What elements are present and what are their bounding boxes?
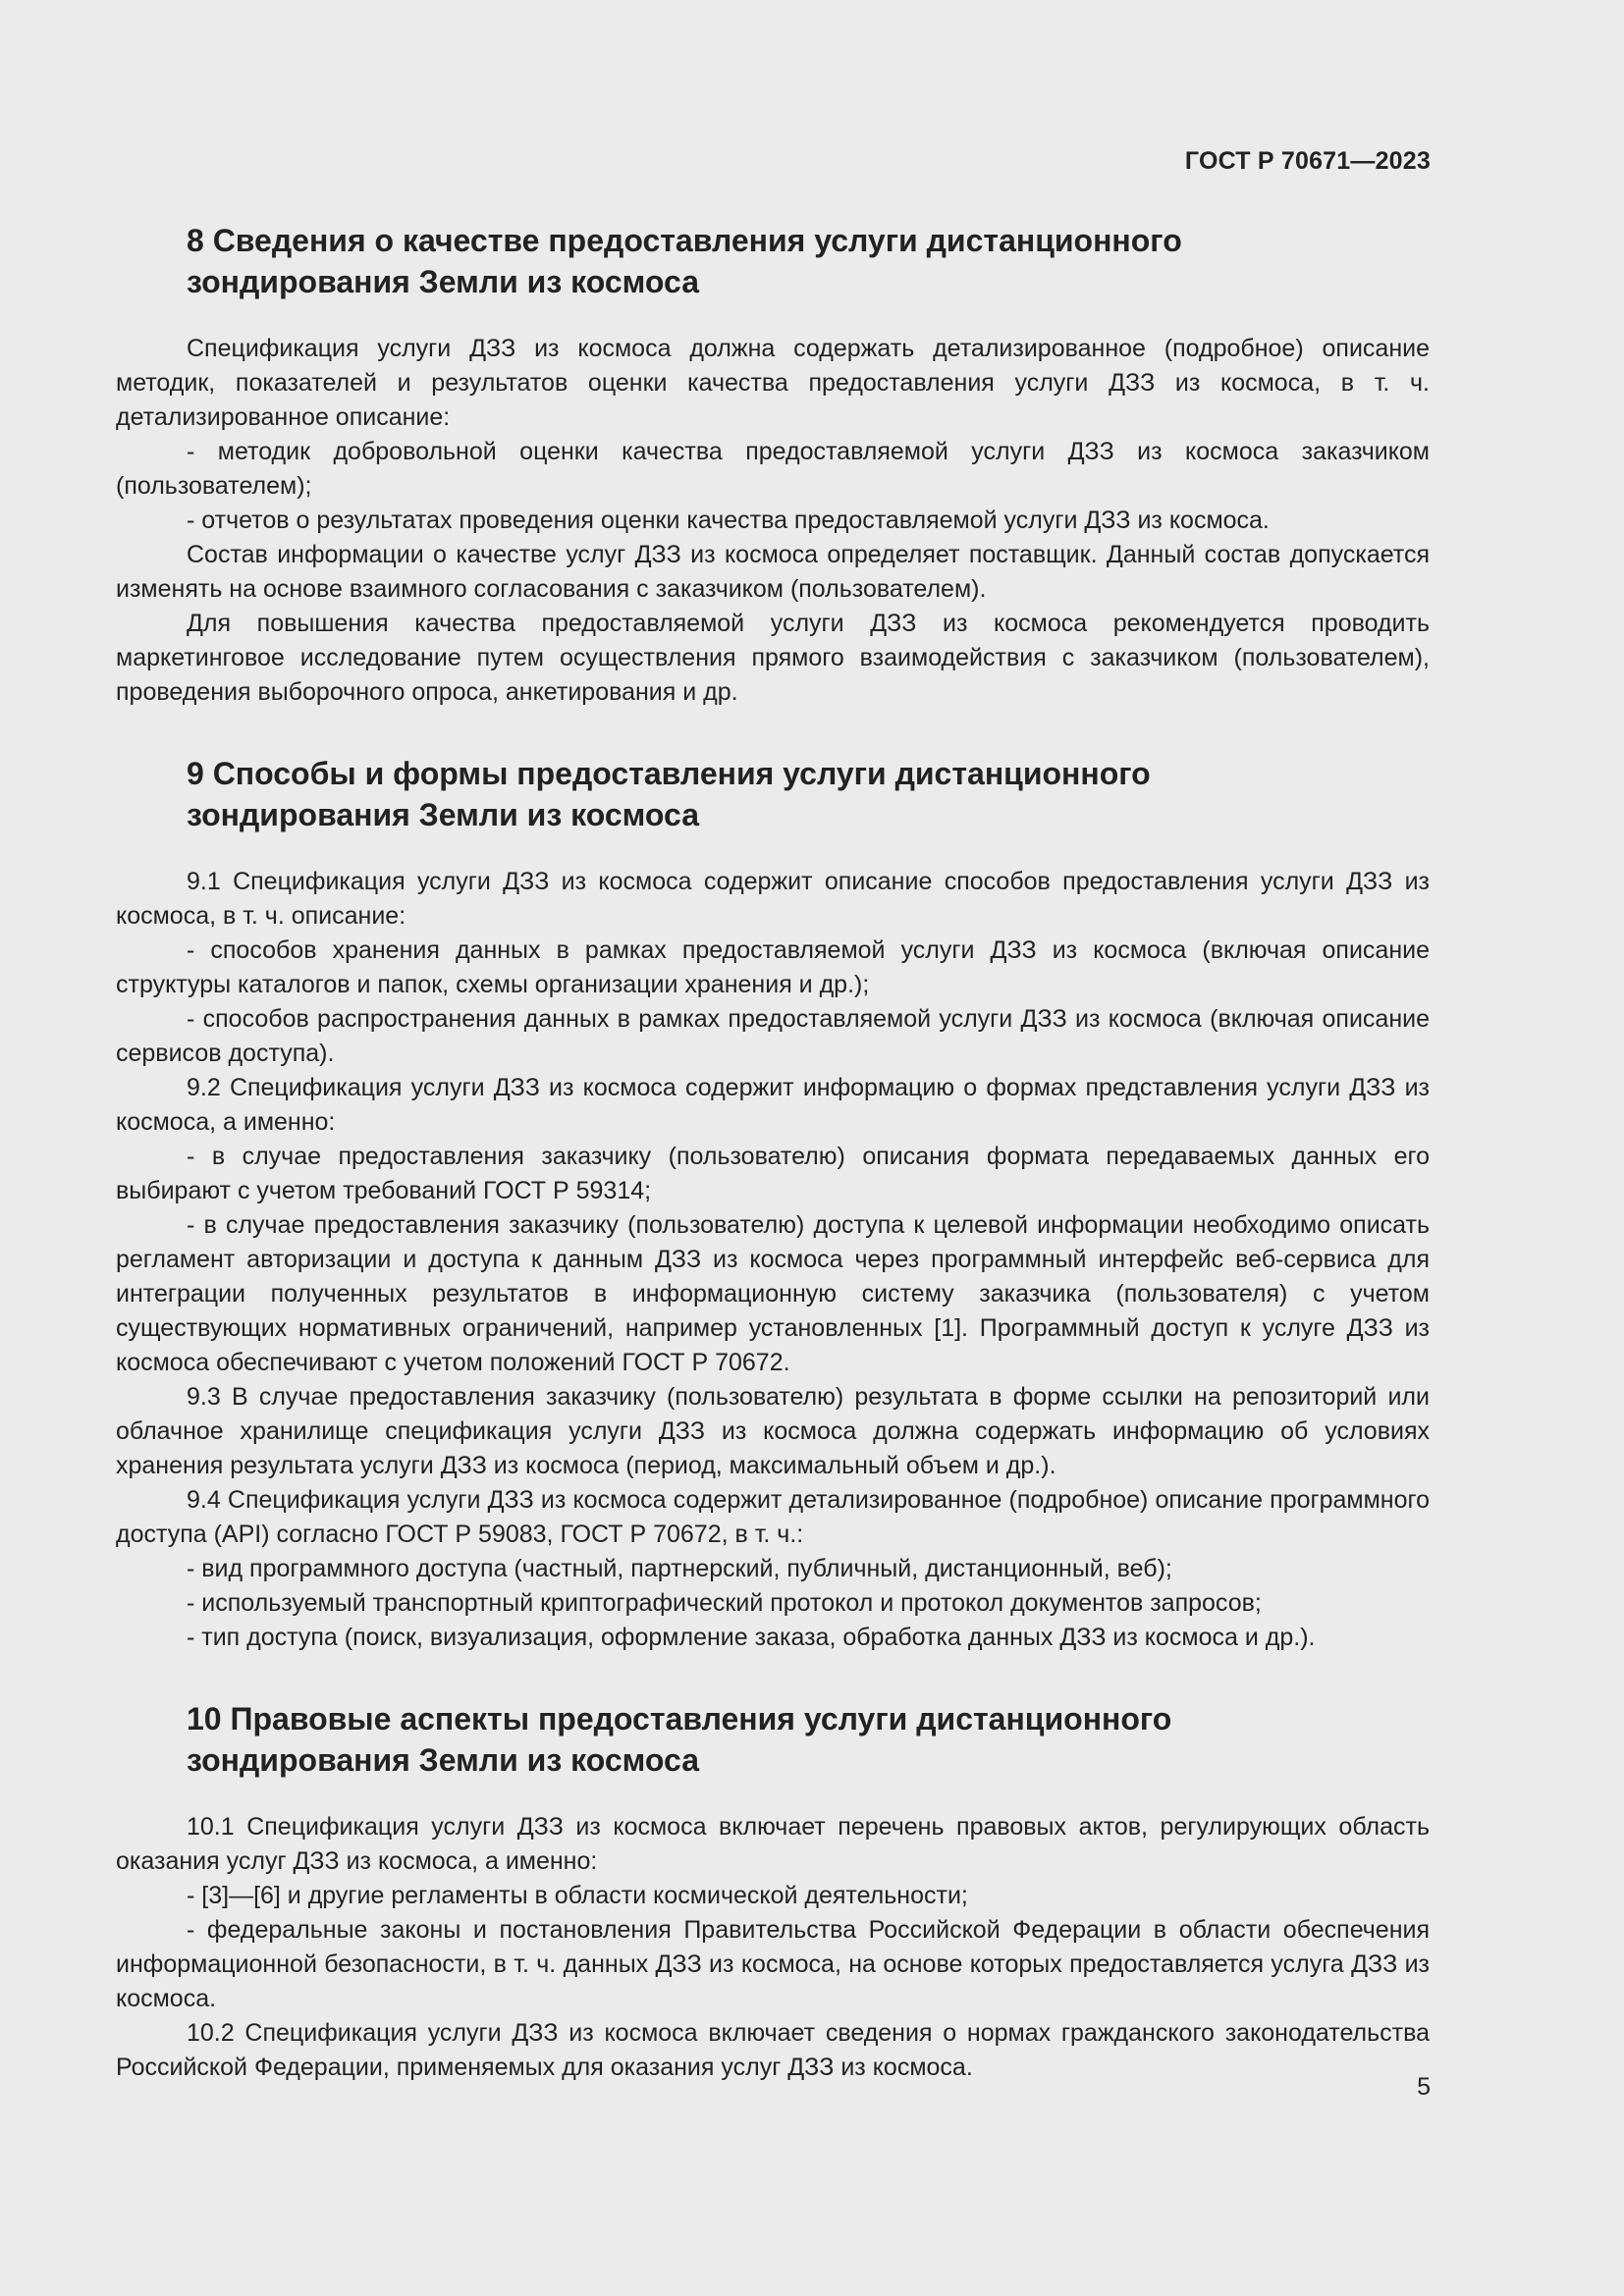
list-item: - в случае предоставления заказчику (пользователю) доступа к целевой информации необходимо описать регламент авторизации и доступа к данным ДЗЗ из космоса через программный интерфейс веб-сервиса для интеграции полученных результатов в информационную систему заказчика (пользователя) с учетом существующих нормативных ограничений, например установленных [1]. Программный доступ к услуге ДЗЗ из космоса обеспечивают с учетом положений ГОСТ Р 70672.	[116, 1211, 1430, 1376]
list-item: - способов хранения данных в рамках предоставляемой услуги ДЗЗ из космоса (включая описание структуры каталогов и папок, схемы организации хранения и др.);	[116, 936, 1430, 998]
list-item: - способов распространения данных в рамках предоставляемой услуги ДЗЗ из космоса (включая описание сервисов доступа).	[116, 1005, 1430, 1067]
paragraph: 9.1 Спецификация услуги ДЗЗ из космоса содержит описание способов предоставления услуги ДЗЗ из космоса, в т. ч. описание:	[116, 868, 1430, 930]
section-title: 10 Правовые аспекты предоставления услуги дистанционного зондирования Земли из космоса	[187, 1701, 1172, 1778]
section-9	[116, 753, 1430, 1655]
section-title: 9 Способы и формы предоставления услуги дистанционного зондирования Земли из космоса	[187, 756, 1151, 832]
paragraph: 9.2 Спецификация услуги ДЗЗ из космоса содержит информацию о формах представления услуги ДЗЗ из космоса, а именно:	[116, 1074, 1430, 1136]
paragraph: 10.2 Спецификация услуги ДЗЗ из космоса включает сведения о нормах гражданского законодательства Российской Федерации, применяемых для оказания услуг ДЗЗ из космоса.	[116, 2019, 1430, 2081]
list-item: - тип доступа (поиск, визуализация, оформление заказа, обработка данных ДЗЗ из космоса и др.).	[187, 1624, 1316, 1651]
list-item: - в случае предоставления заказчику (пользователю) описания формата передаваемых данных его выбирают с учетом требований ГОСТ Р 59314;	[116, 1143, 1430, 1204]
document-body	[116, 220, 1430, 2085]
paragraph: Спецификация услуги ДЗЗ из космоса должна содержать детализированное (подробное) описание методик, показателей и результатов оценки качества предоставления услуги ДЗЗ из космоса, в т. ч. детализированное описание:	[116, 335, 1430, 431]
section-title: 8 Сведения о качестве предоставления услуги дистанционного зондирования Земли из космоса	[187, 223, 1182, 299]
paragraph: 9.4 Спецификация услуги ДЗЗ из космоса содержит детализированное (подробное) описание программного доступа (API) согласно ГОСТ Р 59083, ГОСТ Р 70672, в т. ч.:	[116, 1486, 1430, 1548]
list-item: - федеральные законы и постановления Правительства Российской Федерации в области обеспечения информационной безопасности, в т. ч. данных ДЗЗ из космоса, на основе которых предоставляется услуга ДЗЗ из космоса.	[116, 1916, 1430, 2012]
list-item: - методик добровольной оценки качества предоставляемой услуги ДЗЗ из космоса заказчиком (пользователем);	[116, 438, 1430, 500]
section-8	[116, 220, 1430, 710]
section-10	[116, 1698, 1430, 2085]
list-item: - вид программного доступа (частный, партнерский, публичный, дистанционный, веб);	[187, 1555, 1172, 1582]
document-header-id: ГОСТ Р 70671—2023	[1184, 147, 1431, 175]
paragraph: 9.3 В случае предоставления заказчику (пользователю) результата в форме ссылки на репозиторий или облачное хранилище спецификация услуги ДЗЗ из космоса должна содержать информацию об условиях хранения результата услуги ДЗЗ из космоса (период, максимальный объем и др.).	[116, 1383, 1430, 1479]
list-item: - отчетов о результатах проведения оценки качества предоставляемой услуги ДЗЗ из космоса.	[187, 507, 1270, 534]
paragraph: Для повышения качества предоставляемой услуги ДЗЗ из космоса рекомендуется проводить маркетинговое исследование путем осуществления прямого взаимодействия с заказчиком (пользователем), проведения выборочного опроса, анкетирования и др.	[116, 610, 1430, 706]
page-number: 5	[1417, 2073, 1431, 2101]
list-item: - [3]—[6] и другие регламенты в области космической деятельности;	[187, 1882, 968, 1909]
list-item: - используемый транспортный криптографический протокол и протокол документов запросов;	[187, 1589, 1262, 1617]
paragraph: Состав информации о качестве услуг ДЗЗ из космоса определяет поставщик. Данный состав допускается изменять на основе взаимного согласования с заказчиком (пользователем).	[116, 541, 1430, 603]
paragraph: 10.1 Спецификация услуги ДЗЗ из космоса включает перечень правовых актов, регулирующих область оказания услуг ДЗЗ из космоса, а именно:	[116, 1813, 1430, 1875]
